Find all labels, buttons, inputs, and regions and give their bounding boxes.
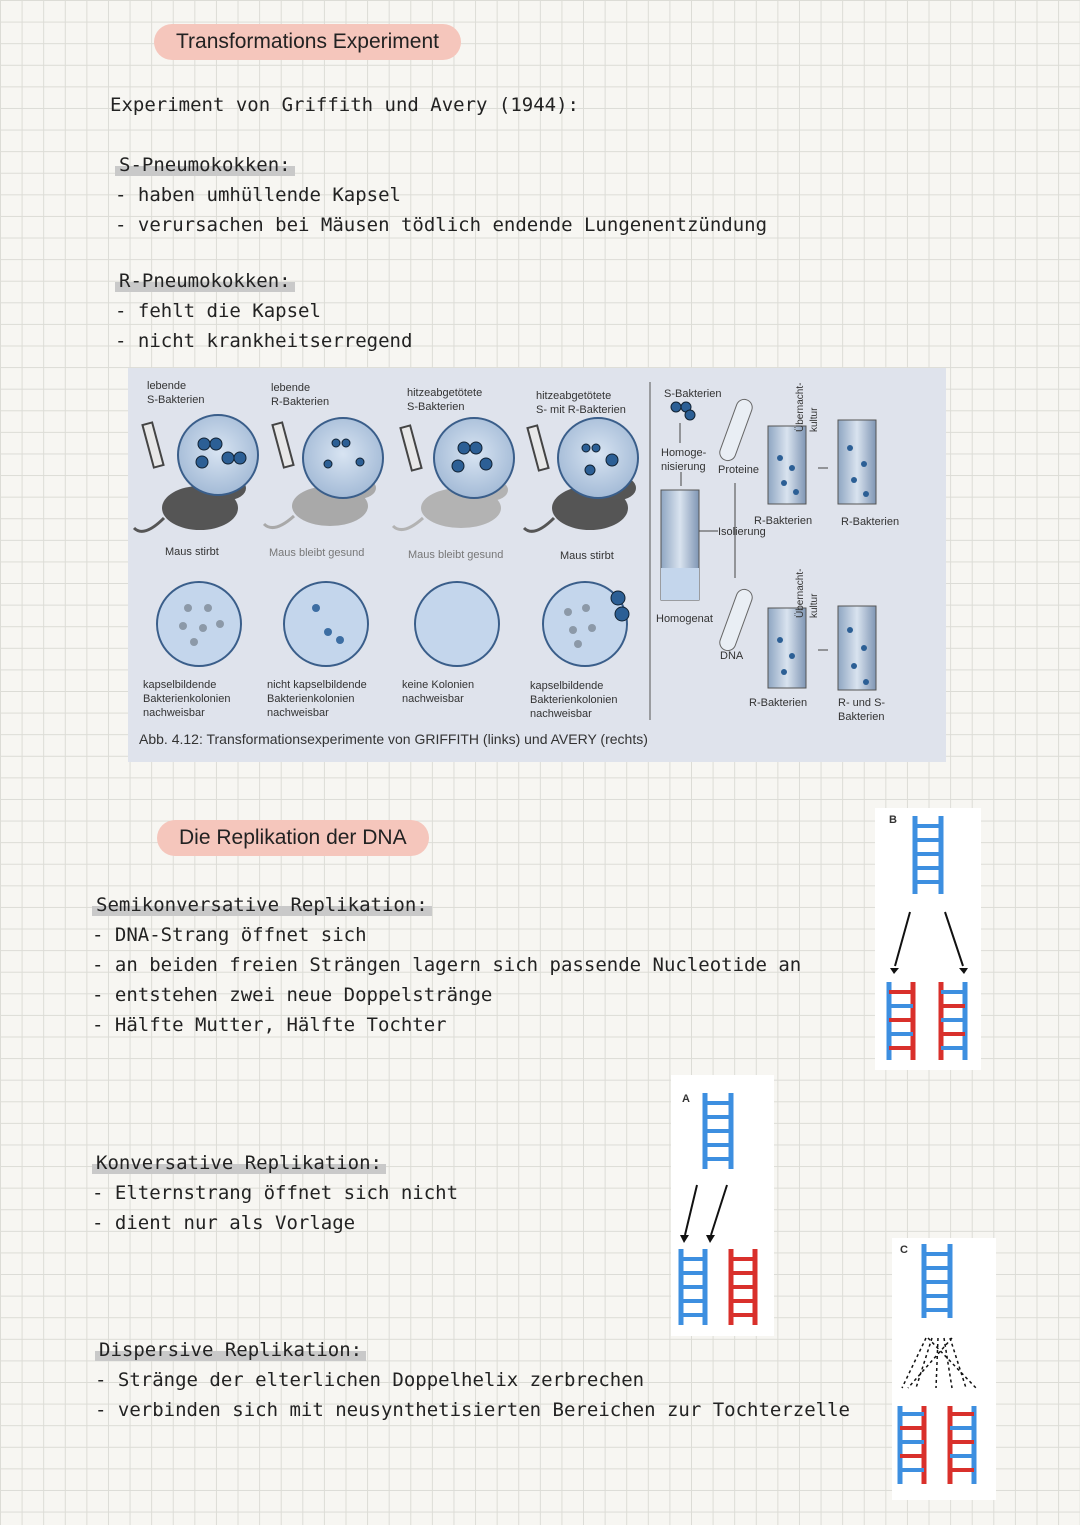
r-heading: R-Pneumokokken:: [115, 270, 295, 292]
panel-c-label: C: [900, 1244, 908, 1256]
avery-r-bakterien-top-right: R-Bakterien: [841, 516, 900, 528]
konv-item: - dient nur als Vorlage: [92, 1212, 356, 1234]
griffith-outcome-1: Maus stirbt: [165, 546, 219, 558]
s-item: - haben umhüllende Kapsel: [115, 184, 401, 206]
avery-uebernacht-bottom: Übernacht- kultur: [795, 568, 820, 618]
griffith-label-3: hitzeabgetötete S-Bakterien: [407, 387, 483, 413]
griffith-outcome-3: Maus bleibt gesund: [408, 549, 504, 561]
avery-dna: DNA: [720, 650, 744, 662]
avery-r-bakterien-top: R-Bakterien: [754, 515, 813, 527]
avery-r-und-s: R- und S- Bakterien: [838, 697, 886, 723]
panel-a-conservative: [671, 1075, 774, 1336]
avery-apparatus: [661, 397, 876, 690]
panel-c-dispersive: [892, 1238, 996, 1500]
r-item: - nicht krankheitserregend: [115, 330, 413, 352]
griffith-result-3: keine Kolonien nachweisbar: [402, 679, 475, 705]
avery-r-bakterien-bottom: R-Bakterien: [749, 697, 808, 709]
avery-homogenisierung: Homoge- nisierung: [661, 447, 707, 473]
semikonservative-block: [92, 890, 801, 1040]
griffith-label-1: lebende S-Bakterien: [147, 380, 205, 406]
griffith-bottom-dishes: [157, 582, 629, 666]
avery-proteine: Proteine: [718, 464, 759, 476]
griffith-result-1: kapselbildende Bakterienkolonien nachweisbar: [143, 679, 231, 719]
experiment-heading: Experiment von Griffith und Avery (1944):: [110, 94, 579, 116]
s-pneumokokken-block: [115, 150, 767, 240]
disp-heading: Dispersive Replikation:: [95, 1339, 366, 1361]
r-item: - fehlt die Kapsel: [115, 300, 321, 322]
figure-caption: Abb. 4.12: Transformationsexperimente von GRIFFITH (links) und AVERY (rechts): [139, 731, 648, 747]
semi-item: - an beiden freien Strängen lagern sich passende Nucleotide an: [92, 954, 802, 976]
avery-homogenat: Homogenat: [656, 613, 713, 625]
section-title-transformation: Transformations Experiment: [154, 24, 461, 60]
griffith-result-2: nicht kapselbildende Bakterienkolonien nachweisbar: [267, 679, 367, 719]
griffith-outcome-2: Maus bleibt gesund: [269, 547, 365, 559]
section-title-replication: Die Replikation der DNA: [157, 820, 429, 856]
transformation-figure: [128, 368, 946, 762]
griffith-label-2: lebende R-Bakterien: [271, 382, 330, 408]
avery-uebernacht-top: Übernacht- kultur: [795, 382, 820, 432]
griffith-outcome-4: Maus stirbt: [560, 550, 614, 562]
dispersive-block: [95, 1335, 850, 1425]
konv-heading: Konversative Replikation:: [92, 1152, 386, 1174]
griffith-result-4: kapselbildende Bakterienkolonien nachweisbar: [530, 680, 618, 720]
disp-item: - Stränge der elterlichen Doppelhelix zerbrechen: [95, 1369, 645, 1391]
semi-item: - entstehen zwei neue Doppelstränge: [92, 984, 493, 1006]
panel-b-label: B: [889, 814, 897, 826]
disp-item: - verbinden sich mit neusynthetisierten Bereichen zur Tochterzelle: [95, 1399, 850, 1421]
s-heading: S-Pneumokokken:: [115, 154, 295, 176]
panel-a-label: A: [682, 1093, 690, 1105]
semi-item: - DNA-Strang öffnet sich: [92, 924, 367, 946]
konv-item: - Elternstrang öffnet sich nicht: [92, 1182, 459, 1204]
avery-s-bakterien: S-Bakterien: [664, 388, 722, 400]
s-item: - verursachen bei Mäusen tödlich endende Lungenentzündung: [115, 214, 768, 236]
konservative-block: [92, 1148, 458, 1238]
r-pneumokokken-block: [115, 266, 412, 356]
semi-heading: Semikonversative Replikation:: [92, 894, 432, 916]
panel-b-semiconservative: [875, 808, 981, 1070]
griffith-label-4: hitzeabgetötete S- mit R-Bakterien: [536, 390, 626, 416]
avery-isolierung: Isolierung: [718, 526, 766, 538]
semi-item: - Hälfte Mutter, Hälfte Tochter: [92, 1014, 447, 1036]
